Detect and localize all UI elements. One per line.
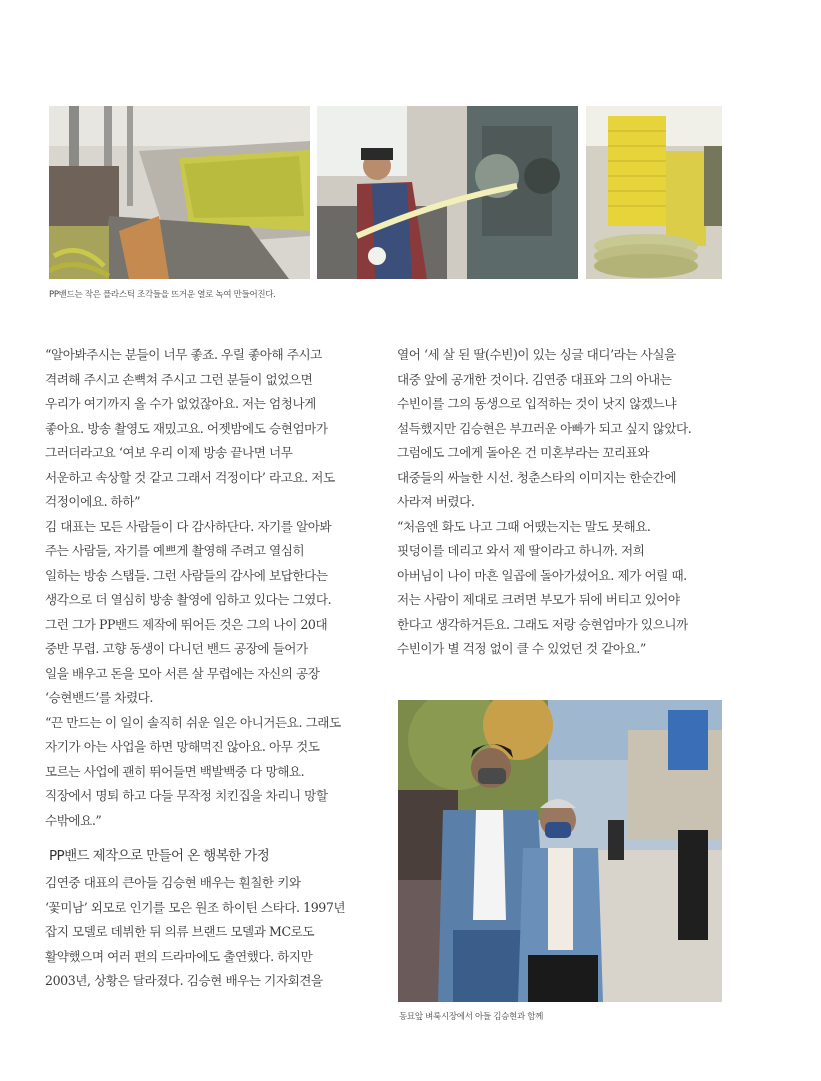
top-photos-caption: PP밴드는 작은 플라스틱 조각들을 뜨거운 열로 녹여 만들어진다. — [49, 290, 276, 300]
worker-at-machine-photo — [317, 106, 578, 279]
text-line: 수빈이가 별 걱정 없이 클 수 있었던 것 같아요.” — [397, 641, 646, 656]
text-line: 설득했지만 김승현은 부끄러운 아빠가 되고 싶지 않았다. — [397, 420, 692, 436]
text-line: 중반 무렵. 고향 동생이 다니던 밴드 공장에 들어가 — [45, 641, 308, 656]
text-line: 사라져 버렸다. — [397, 494, 475, 509]
text-line: 핏덩이를 데리고 와서 제 딸이라고 하니까. 저희 — [397, 543, 645, 558]
bottom-photo-caption: 동묘앞 벼룩시장에서 아들 김승현과 함께 — [399, 1012, 544, 1022]
text-line: 걱정이에요. 하하” — [45, 494, 141, 509]
text-line: 활약했으며 여러 편의 드라마에도 출연했다. 하지만 — [45, 948, 313, 964]
flea-market-father-son-photo — [398, 700, 722, 1002]
text-line: 김연중 대표의 큰아들 김승현 배우는 훤칠한 키와 — [45, 875, 301, 890]
text-line: 생각으로 더 열심히 방송 촬영에 임하고 있다는 그였다. — [45, 592, 332, 607]
text-line: 수빈이를 그의 동생으로 입적하는 것이 낫지 않겠느냐 — [397, 396, 677, 411]
text-line: 자기가 아는 사업을 하면 망해먹진 않아요. 아무 것도 — [45, 739, 320, 754]
right-column — [397, 343, 691, 662]
text-line: 좋아요. 방송 촬영도 재밌고요. 어젯밤에도 승현엄마가 — [45, 420, 328, 436]
text-line: 대중들의 싸늘한 시선. 청춘스타의 이미지는 한순간에 — [397, 469, 677, 485]
text-line: ‘꽃미남’ 외모로 인기를 모은 원조 하이틴 스타다. 1997년 — [45, 899, 346, 915]
text-line: 그럼에도 그에게 돌아온 건 미혼부라는 꼬리표와 — [397, 445, 650, 460]
text-line: 그런 그가 PP밴드 제작에 뛰어든 것은 그의 나이 20대 — [45, 616, 328, 632]
text-line: “알아봐주시는 분들이 너무 좋죠. 우릴 좋아해 주시고 — [45, 347, 322, 362]
text-line: 대중 앞에 공개한 것이다. 김연중 대표와 그의 아내는 — [397, 371, 672, 387]
text-line: 모르는 사업에 괜히 뛰어들면 백발백중 다 망해요. — [45, 763, 305, 779]
text-line: 열어 ‘세 살 된 딸(수빈)이 있는 싱글 대디’라는 사실을 — [397, 347, 676, 362]
text-line: 일하는 방송 스탭들. 그런 사람들의 감사에 보답한다는 — [45, 567, 328, 583]
text-line: 서운하고 속상할 것 같고 그래서 걱정이다’ 라고요. 저도 — [45, 469, 335, 485]
section-subheading: PP밴드 제작으로 만들어 온 행복한 가정 — [49, 848, 270, 864]
text-line: 우리가 여기까지 올 수가 없었잖아요. 저는 엄청나게 — [45, 396, 316, 411]
text-line: 2003년, 상황은 달라졌다. 김승현 배우는 기자회견을 — [45, 973, 323, 988]
yellow-band-rolls-photo — [586, 106, 722, 279]
text-line: 수밖에요.” — [45, 812, 102, 828]
text-line: “끈 만드는 이 일이 솔직히 쉬운 일은 아니거든요. 그래도 — [45, 714, 341, 730]
text-line: ‘승현밴드’를 차렸다. — [45, 690, 153, 705]
text-line: 직장에서 명퇴 하고 다들 무작정 치킨집을 차리니 망할 — [45, 788, 328, 803]
text-line: 격려해 주시고 손뼉쳐 주시고 그런 분들이 없었으면 — [45, 371, 313, 387]
text-line: 한다고 생각하거든요. 그래도 저랑 승현엄마가 있으니까 — [397, 616, 688, 632]
text-line: 잡지 모델로 데뷔한 뒤 의류 브랜드 모델과 MC로도 — [45, 924, 315, 939]
text-line: 저는 사람이 제대로 크려면 부모가 뒤에 버티고 있어야 — [397, 592, 680, 607]
text-line: 일을 배우고 돈을 모아 서른 살 무렵에는 자신의 공장 — [45, 665, 320, 681]
text-line: 아버님이 나이 마흔 일곱에 돌아가셨어요. 제가 어릴 때. — [397, 567, 687, 583]
plastic-pellets-machine-photo — [49, 106, 310, 279]
left-column — [45, 343, 345, 994]
text-line: “처음엔 화도 나고 그때 어땠는지는 말도 못해요. — [397, 518, 651, 534]
text-line: 그러더라고요 ‘여보 우리 이제 방송 끝나면 너무 — [45, 445, 293, 460]
text-line: 주는 사람들, 자기를 예쁘게 촬영해 주려고 열심히 — [45, 543, 305, 558]
text-line: 김 대표는 모든 사람들이 다 감사하단다. 자기를 알아봐 — [45, 518, 332, 534]
